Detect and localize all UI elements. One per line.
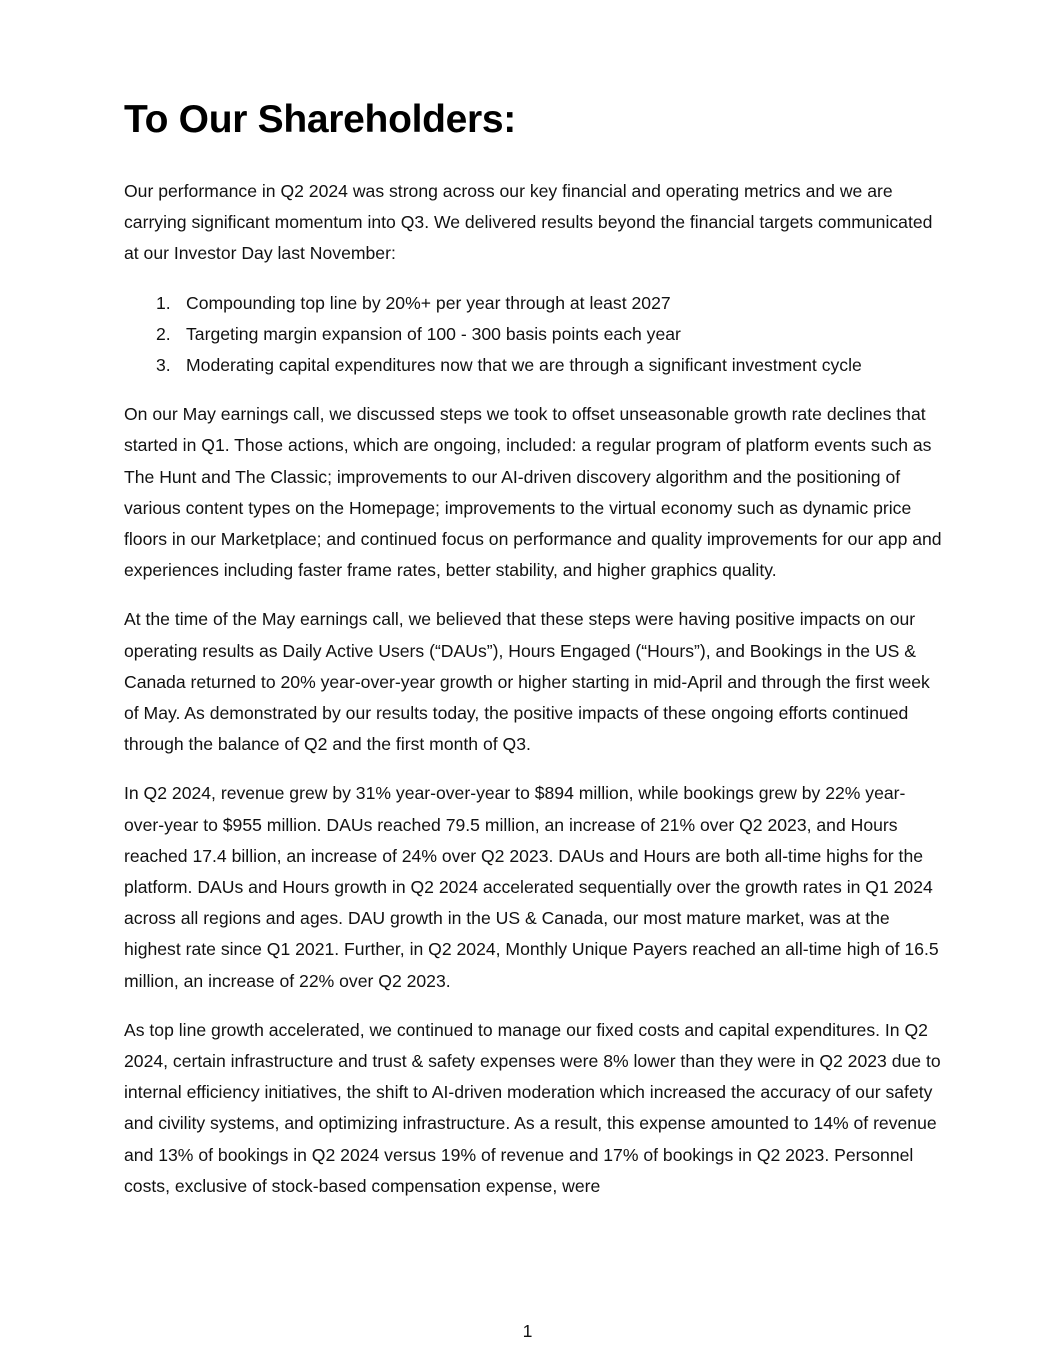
body-paragraph: On our May earnings call, we discussed steps we took to offset unseasonable growth rate declines that started in Q1. Those actions, which are ongoing, included: a regular program of platform events such as The Hunt and The Classic; improvements to our AI-driven discovery algorithm and the positioning of various content types on the Homepage; improvements to the virtual economy such as dynamic price floors in our Marketplace; and continued focus on performance and quality improvements for our app and experiences including faster frame rates, better stability, and higher graphics quality. [124,404,942,581]
list-item-number: 1. [156,292,171,313]
page-number: 1 [522,1321,533,1341]
body-paragraph: As top line growth accelerated, we continued to manage our fixed costs and capital expenditures. In Q2 2024, certain infrastructure and trust & safety expenses were 8% lower than they were in Q2 2023 due to internal efficiency initiatives, the shift to AI-driven moderation which increased the accuracy of our safety and civility systems, and optimizing infrastructure. As a result, this expense amounted to 14% of revenue and 13% of bookings in Q2 2024 versus 19% of revenue and 17% of bookings in Q2 2023. Personnel costs, exclusive of stock-based compensation expense, were [124,1019,941,1196]
page-title: To Our Shareholders: [124,98,516,141]
list-item [124,350,944,381]
list-item-text: Moderating capital expenditures now that we are through a significant investment cycle [186,355,862,376]
list-item-text: Targeting margin expansion of 100 - 300 basis points each year [186,323,681,344]
body-paragraph: At the time of the May earnings call, we believed that these steps were having positive impacts on our operating results as Daily Active Users (“DAUs”), Hours Engaged (“Hours”), and Bookings in the US & Canada returned to 20% year-over-year growth or higher starting in mid-April and through the first week of May. As demonstrated by our results today, the positive impacts of these ongoing efforts continued through the balance of Q2 and the first month of Q3. [124,609,930,755]
list-item [124,288,944,319]
list-item-number: 3. [156,355,171,376]
targets-list [124,288,944,382]
intro-paragraph: Our performance in Q2 2024 was strong across our key financial and operating metrics and we are carrying significant momentum into Q3. We delivered results beyond the financial targets communicated at our Investor Day last November: [124,181,933,264]
body-paragraph: In Q2 2024, revenue grew by 31% year-over-year to $894 million, while bookings grew by 22% year-over-year to $955 million. DAUs reached 79.5 million, an increase of 21% over Q2 2023, and Hours reached 17.4 billion, an increase of 24% over Q2 2023. DAUs and Hours are both all-time highs for the platform. DAUs and Hours growth in Q2 2024 accelerated sequentially over the growth rates in Q1 2024 across all regions and ages. DAU growth in the US & Canada, our most mature market, was at the highest rate since Q1 2021. Further, in Q2 2024, Monthly Unique Payers reached an all-time high of 16.5 million, an increase of 22% over Q2 2023. [124,783,939,991]
document-page [124,92,944,1220]
list-item-number: 2. [156,323,171,344]
list-item-text: Compounding top line by 20%+ per year through at least 2027 [186,292,671,313]
list-item [124,319,944,350]
